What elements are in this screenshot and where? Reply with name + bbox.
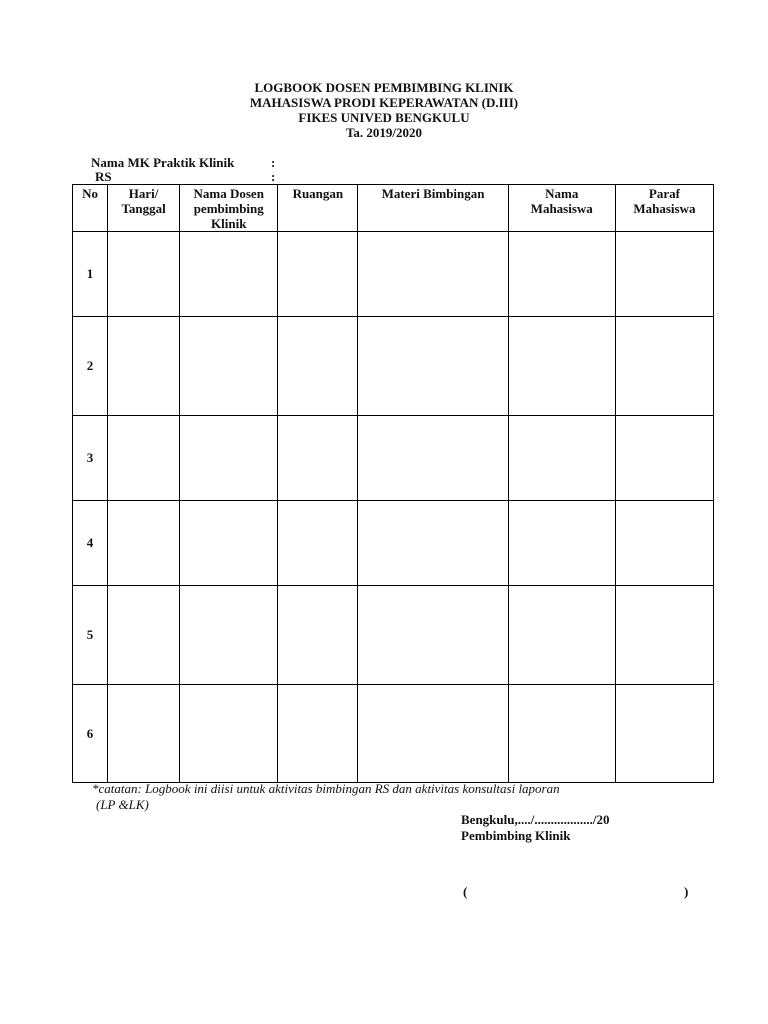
cell-ruangan (278, 685, 358, 783)
row-number: 1 (73, 232, 108, 317)
sign-open-paren: ( (463, 884, 468, 899)
cell-nama-mahasiswa (508, 416, 615, 501)
cell-nama-mahasiswa (508, 317, 615, 416)
cell-nama-mahasiswa (508, 685, 615, 783)
document-title (0, 80, 768, 140)
mk-colon: : (271, 155, 276, 170)
cell-ruangan (278, 416, 358, 501)
title-line-1: LOGBOOK DOSEN PEMBIMBING KLINIK (254, 80, 514, 95)
cell-hari-tanggal (108, 317, 180, 416)
header-hari-tanggal: Hari/ Tanggal (108, 185, 180, 232)
rs-label: RS (95, 169, 112, 184)
cell-nama-dosen (180, 416, 278, 501)
header-nama-mahasiswa: Nama Mahasiswa (508, 185, 615, 232)
cell-materi (358, 586, 508, 685)
table-row (73, 685, 714, 783)
cell-nama-dosen (180, 685, 278, 783)
cell-materi (358, 416, 508, 501)
rs-colon: : (271, 169, 276, 184)
footnote (82, 781, 662, 813)
cell-paraf (615, 586, 713, 685)
cell-nama-dosen (180, 501, 278, 586)
sign-place-date: Bengkulu,..../................../20 (461, 812, 610, 827)
cell-nama-mahasiswa (508, 232, 615, 317)
header-paraf-mahasiswa: Paraf Mahasiswa (615, 185, 713, 232)
footnote-line-1: *catatan: Logbook ini diisi untuk aktivitas bimbingan RS dan aktivitas konsultasi laporan (92, 781, 560, 796)
logbook-table (72, 184, 714, 783)
cell-ruangan (278, 501, 358, 586)
cell-hari-tanggal (108, 685, 180, 783)
cell-materi (358, 232, 508, 317)
cell-paraf (615, 501, 713, 586)
cell-paraf (615, 232, 713, 317)
row-number: 2 (73, 317, 108, 416)
row-number: 5 (73, 586, 108, 685)
sign-close-paren: ) (684, 884, 689, 899)
header-nama-dosen: Nama Dosen pembimbing Klinik (180, 185, 278, 232)
row-number: 6 (73, 685, 108, 783)
table-header-row (73, 185, 714, 232)
table-row (73, 317, 714, 416)
mk-field (91, 155, 391, 170)
cell-nama-mahasiswa (508, 586, 615, 685)
cell-hari-tanggal (108, 501, 180, 586)
table-row (73, 232, 714, 317)
title-line-3: FIKES UNIVED BENGKULU (298, 110, 470, 125)
cell-hari-tanggal (108, 232, 180, 317)
table-row (73, 501, 714, 586)
cell-materi (358, 317, 508, 416)
cell-nama-dosen (180, 232, 278, 317)
cell-ruangan (278, 232, 358, 317)
rs-field (95, 169, 395, 184)
header-ruangan: Ruangan (278, 185, 358, 232)
cell-ruangan (278, 586, 358, 685)
cell-nama-dosen (180, 586, 278, 685)
title-line-4: Ta. 2019/2020 (345, 125, 423, 140)
header-materi: Materi Bimbingan (358, 185, 508, 232)
cell-hari-tanggal (108, 586, 180, 685)
footnote-line-2: (LP &LK) (96, 797, 149, 812)
header-no: No (73, 185, 108, 232)
row-number: 3 (73, 416, 108, 501)
sign-role: Pembimbing Klinik (461, 828, 571, 843)
cell-paraf (615, 317, 713, 416)
cell-materi (358, 685, 508, 783)
row-number: 4 (73, 501, 108, 586)
table-row (73, 416, 714, 501)
mk-label: Nama MK Praktik Klinik (91, 155, 235, 170)
cell-hari-tanggal (108, 416, 180, 501)
cell-nama-mahasiswa (508, 501, 615, 586)
cell-paraf (615, 685, 713, 783)
cell-nama-dosen (180, 317, 278, 416)
cell-materi (358, 501, 508, 586)
cell-ruangan (278, 317, 358, 416)
cell-paraf (615, 416, 713, 501)
title-line-2: MAHASISWA PRODI KEPERAWATAN (D.III) (249, 95, 519, 110)
table-row (73, 586, 714, 685)
